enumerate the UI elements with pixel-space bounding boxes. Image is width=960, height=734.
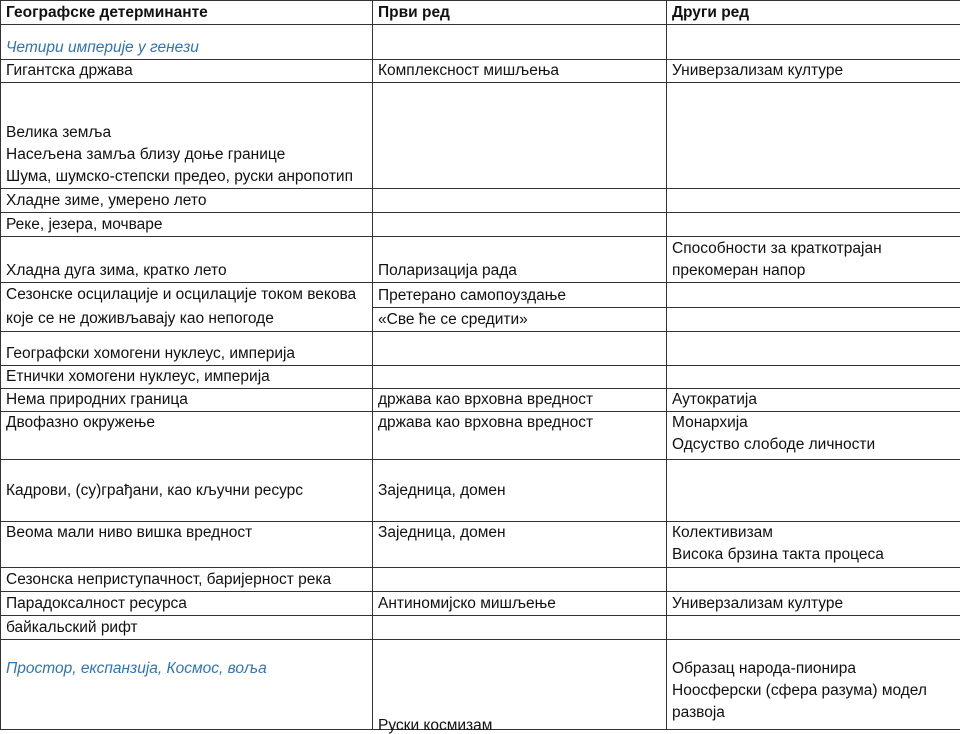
table-row: [1, 522, 960, 568]
cell-first-order: [373, 83, 667, 189]
cell-line: Монархија: [672, 412, 957, 434]
cell-second-order: [667, 412, 960, 460]
cell-first-order: [373, 213, 667, 237]
cell-second-order: Универзализам културе: [667, 60, 960, 83]
cell-second-order: Способности за краткотрајан прекомеран напор: [667, 237, 960, 283]
cell-second-order: [667, 616, 960, 640]
cell-first-order: [373, 25, 667, 60]
cell-determinant: Хладне зиме, умерено лето: [1, 189, 373, 213]
cell-first-order: Комплексност мишљења: [373, 60, 667, 83]
cell-second-order: [667, 25, 960, 60]
cell-determinant: Хладна дуга зима, кратко лето: [1, 237, 373, 283]
cell-line: Велика земља: [6, 122, 367, 144]
cell-second-order: [667, 308, 960, 332]
table-row: [1, 366, 960, 389]
cell-determinant: байкальский рифт: [1, 616, 373, 640]
table-row: [1, 213, 960, 237]
table-row: [1, 592, 960, 616]
cell-determinant: Нема природних граница: [1, 389, 373, 412]
cell-second-order: [667, 83, 960, 189]
cell-first-order: [373, 366, 667, 389]
cell-second-order: [667, 189, 960, 213]
cell-line: Шума, шумско-степски предео, руски анропотип: [6, 166, 367, 188]
cell-first-order: Претерано самопоуздање: [373, 283, 667, 308]
cell-line: Одсуство слободе личности: [672, 434, 957, 456]
table-row: [1, 83, 960, 189]
cell-determinant: Сезонске осцилације и осцилације током векова које се не доживљавају као непогоде: [1, 283, 373, 332]
header-first-order: Први ред: [373, 1, 667, 25]
table-row: [1, 640, 960, 730]
cell-text: Простор, експанзија, Космос, воља: [6, 660, 267, 677]
cell-first-order: држава као врховна вредност: [373, 412, 667, 460]
cell-line: Ноосферски (сфера разума) модел развоја: [672, 680, 957, 724]
cell-second-order: [667, 640, 960, 730]
cell-second-order: [667, 332, 960, 366]
cell-first-order: Антиномијско мишљење: [373, 592, 667, 616]
header-row: [1, 1, 960, 25]
cell-determinant: Етнички хомогени нуклеус, империја: [1, 366, 373, 389]
table-row: [1, 25, 960, 60]
cell-second-order: [667, 283, 960, 308]
cell-second-order: [667, 366, 960, 389]
header-geographic-determinants: Географске детерминанте: [1, 1, 373, 25]
cell-first-order: [373, 640, 667, 730]
cell-determinant: Двофазно окружење: [1, 412, 373, 460]
cell-determinant: Сезонска неприступачност, баријерност река: [1, 568, 373, 592]
section-title: [1, 640, 373, 730]
table-row: [1, 283, 960, 308]
cell-first-order: Заједница, домен: [373, 522, 667, 568]
table-row: [1, 616, 960, 640]
cell-determinant: Географски хомогени нуклеус, империја: [1, 332, 373, 366]
cell-first-order: Заједница, домен: [373, 460, 667, 522]
table-row: [1, 60, 960, 83]
cell-first-order: држава као врховна вредност: [373, 389, 667, 412]
cell-first-order: [373, 332, 667, 366]
table-row: [1, 568, 960, 592]
cell-line: Висока брзина такта процеса: [672, 544, 957, 566]
cell-determinant: Веома мали ниво вишка вредност: [1, 522, 373, 568]
cell-second-order: [667, 522, 960, 568]
section-title: [1, 25, 373, 60]
cell-text: Четири империје у генези: [6, 39, 199, 56]
table-row: [1, 332, 960, 366]
cell-determinant: [1, 83, 373, 189]
cell-second-order: [667, 460, 960, 522]
cell-line: Образац народа-пионира: [672, 658, 957, 680]
cell-line: Колективизам: [672, 522, 957, 544]
table-row: [1, 389, 960, 412]
table-row: [1, 189, 960, 213]
cell-second-order: Аутократија: [667, 389, 960, 412]
cell-first-order: «Све ће се средити»: [373, 308, 667, 332]
cell-first-order: [373, 189, 667, 213]
table-row: [1, 237, 960, 283]
cell-second-order: [667, 213, 960, 237]
cell-first-order: [373, 616, 667, 640]
table-row: [1, 412, 960, 460]
cell-text: Руски космизам: [378, 717, 492, 734]
cell-determinant: Кадрови, (су)грађани, као кључни ресурс: [1, 460, 373, 522]
cell-first-order: Поларизација рада: [373, 237, 667, 283]
cell-determinant: Гигантска држава: [1, 60, 373, 83]
cell-determinant: Реке, језера, мочваре: [1, 213, 373, 237]
cell-line: Насељена замља близу доње границе: [6, 144, 367, 166]
cell-first-order: [373, 568, 667, 592]
cell-second-order: [667, 568, 960, 592]
cell-determinant: Парадоксалност ресурса: [1, 592, 373, 616]
header-second-order: Други ред: [667, 1, 960, 25]
cell-second-order: Универзализам културе: [667, 592, 960, 616]
table-row: [1, 460, 960, 522]
